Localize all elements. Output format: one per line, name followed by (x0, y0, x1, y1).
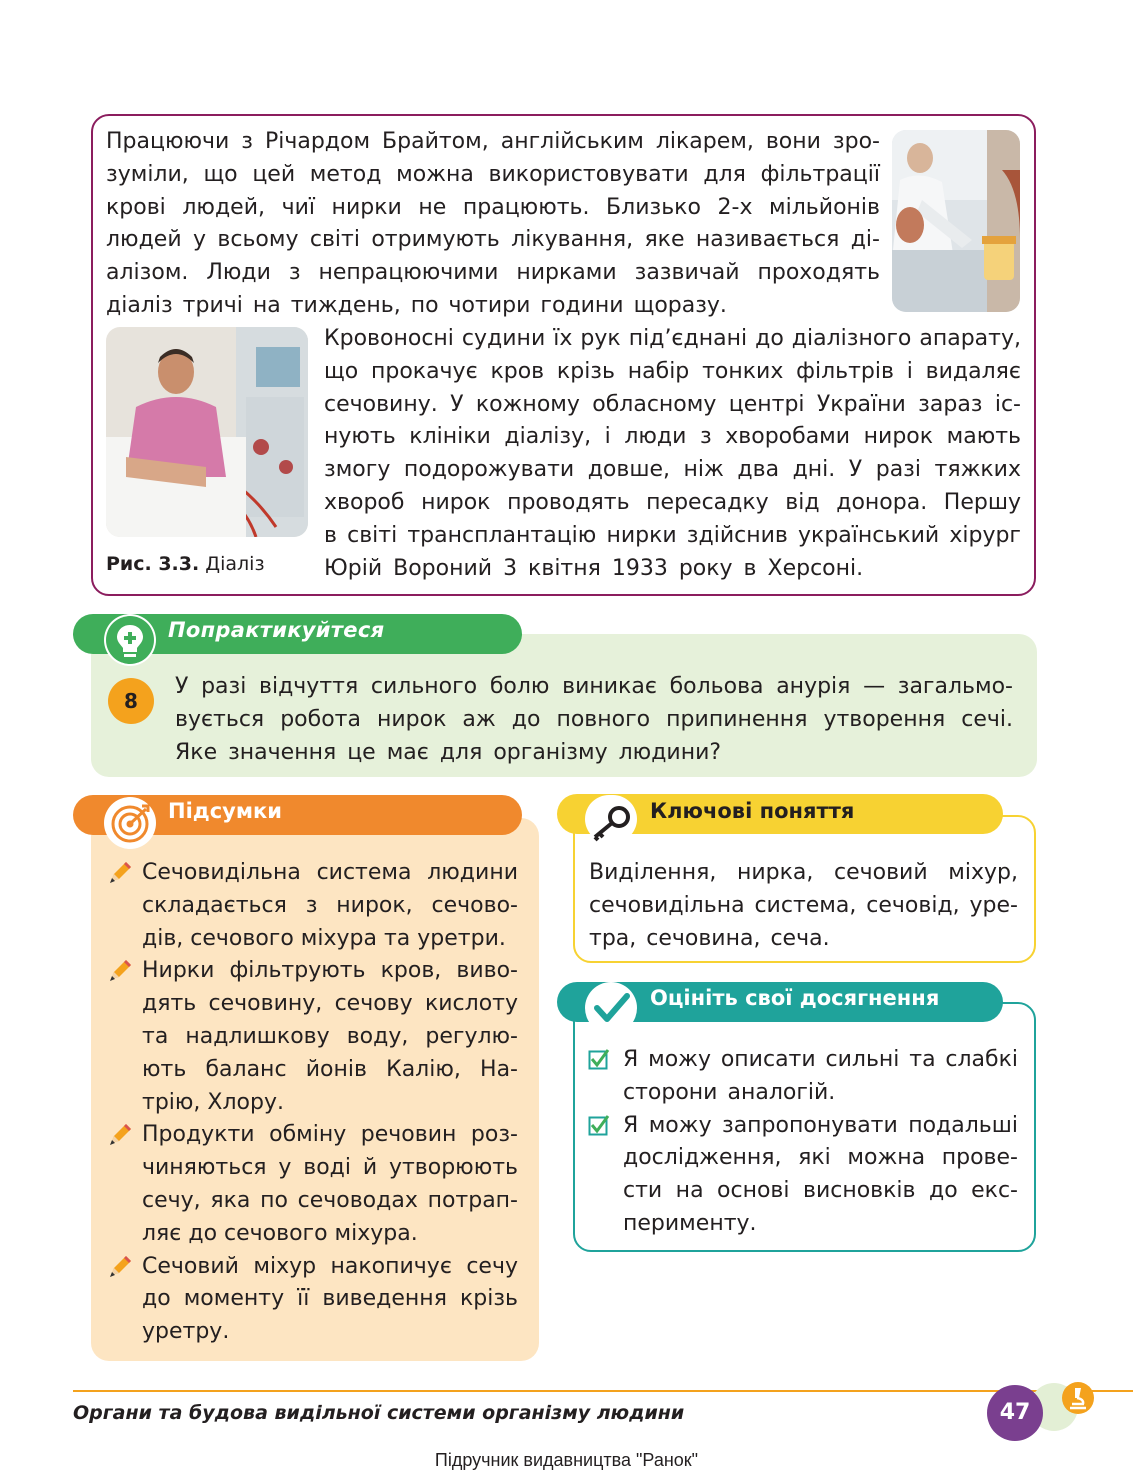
page-number: 47 (987, 1385, 1043, 1441)
doctor-photo (892, 130, 1020, 312)
list-item (106, 857, 518, 955)
practice-title: Попрактикуйтеся (168, 618, 385, 642)
text-line: діаліз тричі на тиждень, по чотири години щоразу. (106, 292, 727, 318)
summary-title: Підсумки (168, 799, 283, 823)
text-line: дять сечовину, сечову кислоту (142, 991, 518, 1017)
checkbox-icon (588, 1114, 610, 1136)
text-line: дослідження, які можна прове- (623, 1145, 1018, 1171)
text-line: сечовидільна система, сечовід, уре- (589, 892, 1018, 918)
key-icon (585, 795, 637, 843)
text-line: тра, сечовина, сеча. (589, 925, 830, 951)
text-line: до моменту її виведення крізь (142, 1286, 518, 1312)
text-line: уретру. (142, 1319, 230, 1345)
list-item (106, 1119, 518, 1250)
list-item (106, 1251, 518, 1349)
pencil-icon (106, 957, 134, 985)
key-concepts-title: Ключові поняття (650, 799, 855, 823)
task-number-badge: 8 (108, 678, 154, 724)
story-paragraph-top (106, 126, 880, 323)
text-line: Юрій Вороний 3 квітня 1933 року в Херсоні. (324, 555, 864, 581)
text-line: дів, сечового міхура та уретри. (142, 925, 506, 951)
assess-title: Оцініть свої досягнення (650, 986, 940, 1010)
figure-caption-text: Діаліз (205, 553, 265, 575)
pencil-icon (106, 859, 134, 887)
figure-label: Рис. 3.3. (106, 553, 200, 575)
assess-list (588, 1044, 1018, 1241)
text-line: складається з нирок, сечово- (142, 892, 518, 918)
text-line: крові людей, чиї нирки не працюють. Близько 2-х мільйонів (106, 194, 880, 220)
checkmark-icon (585, 982, 637, 1034)
publisher-note: Підручник видавництва "Ранок" (434, 1450, 699, 1470)
text-line: Нирки фільтрують кров, виво- (142, 958, 518, 984)
text-line: нують клініки діалізу, і люди з хворобами нирок мають (324, 424, 1021, 450)
text-line: алізом. Люди з непрацюючими нирками зазвичай проходять (106, 260, 880, 286)
text-line: трію, Хлору. (142, 1089, 284, 1115)
pencil-icon (106, 1121, 134, 1149)
text-line: Кровоносні судини їх рук під’єднані до діалізного апарату, (324, 326, 1021, 351)
summary-list (106, 857, 518, 1349)
text-line: в світі трансплантацію нирки здійснив український хірург (324, 522, 1021, 548)
footer-divider (73, 1390, 1133, 1392)
checkbox-icon (588, 1048, 610, 1070)
text-line: вується робота нирок аж до повного припинення утворення сечі. (175, 706, 1013, 732)
text-line: Яке значення це має для організму людини? (175, 739, 722, 765)
text-line: Продукти обміну речовин роз- (142, 1122, 518, 1148)
figure-caption (106, 553, 265, 575)
text-line: Я можу описати сильні та слабкі (623, 1047, 1018, 1072)
text-line: чиняються у воді й утворюють (142, 1155, 518, 1181)
text-line: Сечовидільна система людини (142, 860, 518, 885)
target-icon (104, 797, 156, 849)
text-line: сечу, яка по сечоводах потрап- (142, 1187, 518, 1213)
text-line: зуміли, що цей метод можна використовувати для фільтрації (106, 161, 880, 187)
text-line: ють баланс йонів Калію, На- (142, 1056, 518, 1082)
key-concepts-text (589, 857, 1018, 955)
text-line: сти на основі висновків до екс- (623, 1178, 1018, 1204)
text-line: та надлишкову воду, регулю- (142, 1023, 518, 1049)
list-item (588, 1044, 1018, 1110)
dialysis-photo (106, 327, 308, 537)
text-line: Виділення, нирка, сечовий міхур, (589, 860, 1018, 885)
lightbulb-puzzle-icon (104, 614, 156, 666)
list-item (106, 955, 518, 1119)
text-line: У разі відчуття сильного болю виникає больова анурія — загальмо- (175, 674, 1013, 699)
microscope-icon (1062, 1382, 1094, 1414)
text-line: Сечовий міхур накопичує сечу (142, 1253, 518, 1279)
text-line: перименту. (623, 1210, 757, 1236)
practice-question (175, 671, 1013, 769)
text-line: хвороб нирок проводять пересадку від донора. Першу (324, 489, 1021, 515)
text-line: Я можу запропонувати подальші (623, 1112, 1018, 1138)
text-line: сечовину. У кожному обласному центрі України зараз іс- (324, 391, 1021, 417)
text-line: сторони аналогій. (623, 1079, 836, 1105)
story-paragraph-bottom (324, 323, 1021, 585)
text-line: змогу подорожувати довше, ніж два дні. У разі тяжких (324, 457, 1021, 483)
pencil-icon (106, 1253, 134, 1281)
text-line: Працюючи з Річардом Брайтом, англійським лікарем, вони зро- (106, 129, 880, 154)
list-item (588, 1110, 1018, 1241)
text-line: що прокачує кров крізь набір тонких фільтрів і видаляє (324, 358, 1021, 384)
text-line: ляє до сечового міхура. (142, 1220, 418, 1246)
footer-chapter-title: Органи та будова видільної системи організму людини (73, 1402, 685, 1424)
text-line: людей у всьому світі отримують лікування, яке називається ді- (106, 227, 880, 253)
